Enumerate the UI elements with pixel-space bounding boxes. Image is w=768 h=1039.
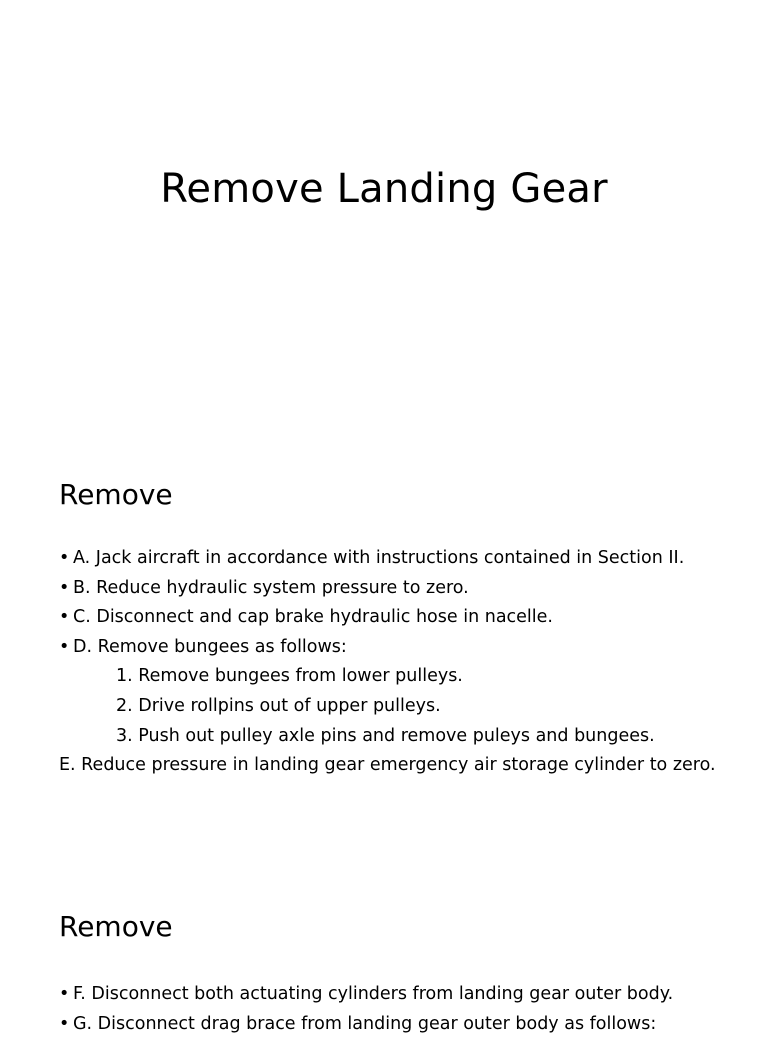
step-item-g: • G. Disconnect drag brace from landing gear outer body as follows: [59, 1010, 719, 1039]
step-item-d: • D. Remove bungees as follows: [59, 633, 719, 663]
slide-remove-part-2 [0, 864, 768, 1034]
step-item-c: • C. Disconnect and cap brake hydraulic hose in nacelle. [59, 603, 719, 633]
step-item-e: E. Reduce pressure in landing gear emergency air storage cylinder to zero. [59, 755, 716, 776]
slide-remove-part-1 [0, 432, 768, 864]
step-item-b: • B. Reduce hydraulic system pressure to zero. [59, 574, 719, 604]
step-item-f: • F. Disconnect both actuating cylinders from landing gear outer body. [59, 980, 719, 1010]
step-list [59, 980, 719, 1039]
substep-item-2: 2. Drive rollpins out of upper pulleys. [116, 695, 441, 716]
section-heading: Remove [59, 478, 173, 511]
step-list [59, 544, 719, 775]
slide-title-page [0, 0, 768, 432]
step-item-a: • A. Jack aircraft in accordance with instructions contained in Section II. [59, 544, 719, 574]
substep-item-3: 3. Push out pulley axle pins and remove puleys and bungees. [116, 725, 655, 746]
slide-title: Remove Landing Gear [160, 166, 608, 212]
substep-item-1: 1. Remove bungees from lower pulleys. [116, 666, 463, 687]
section-heading: Remove [59, 910, 173, 943]
